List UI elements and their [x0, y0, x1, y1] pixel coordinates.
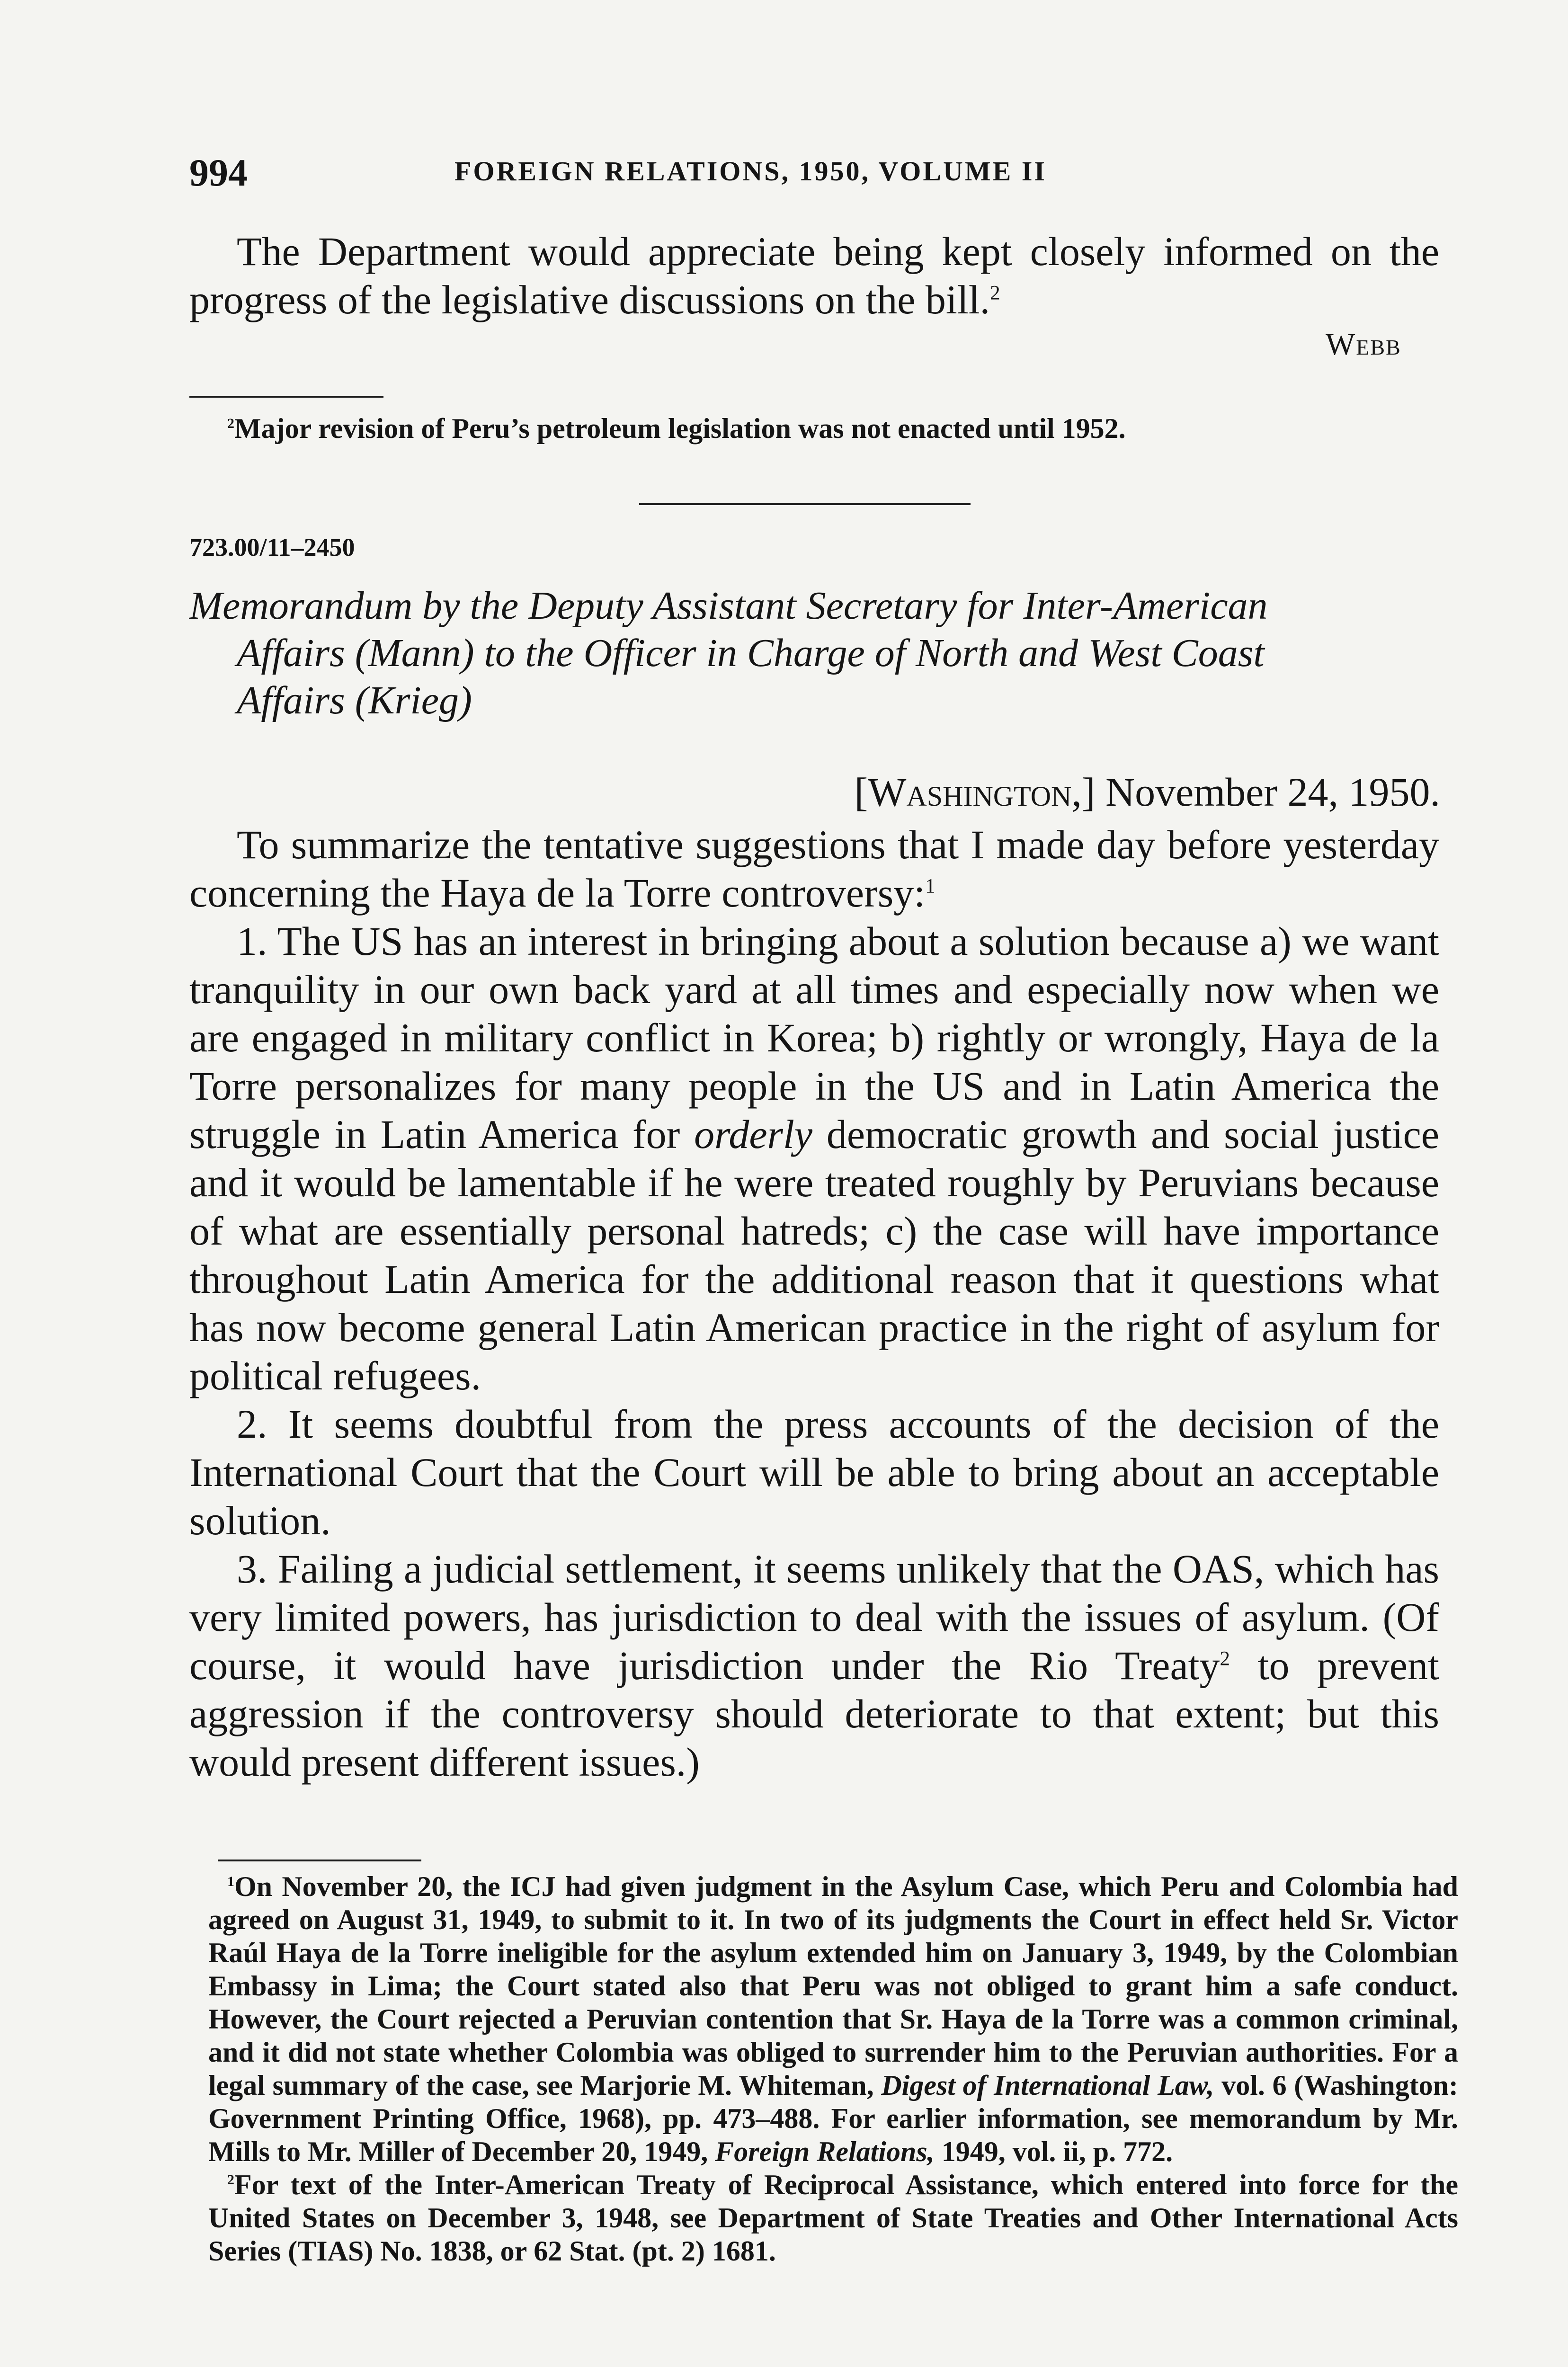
footnote-2: $^2$For text of the Inter-American Treaty of Reciprocal Assistance, which entered into force for the United States on December 3, 1948, see Department of State Treaties and Other International Acts Series (TIAS) No. 1838, or 62 Stat. (pt. 2) 1681.: [208, 2169, 1458, 2267]
dateline-place: [Washington,]: [854, 769, 1096, 815]
signature: Webb: [1326, 327, 1401, 362]
opening-paragraph: The Department would appreciate being kept closely informed on the progress of the legislative discussions on the bill.$^2$: [189, 229, 1439, 322]
memo-body: [189, 820, 1439, 1786]
paragraph-1: 1. The US has an interest in bringing about a solution because a) we want tranquility in our own back yard at all times and especially now when we are engaged in military conflict in Korea; b) rightly or wrongly, Haya de la Torre personalizes for many people in the US and in Latin America the struggle in Latin America for orderly democratic growth and social justice and it would be lamentable if he were treated roughly by Peruvians because of what are essentially personal hatreds; c) the case will have importance throughout Latin America for the additional reason that it questions what has now become general Latin American practice in the right of asylum for political refugees.: [189, 918, 1440, 1398]
intro-paragraph: To summarize the tentative suggestions that I made day before yesterday concerning the Haya de la Torre controversy:$^1$: [189, 822, 1439, 916]
running-head: FOREIGN RELATIONS, 1950, VOLUME II: [454, 156, 1047, 187]
page-number: 994: [189, 151, 248, 194]
footnote-divider: [189, 396, 383, 398]
footnote-marker: 2: [227, 416, 234, 431]
footnote-2-top: $^2$Major revision of Peru’s petroleum legislation was not enacted until 1952.: [227, 413, 1126, 444]
paragraph-2: 2. It seems doubtful from the press accounts of the decision of the International Court that the Court will be able to bring about an acceptable solution.: [189, 1401, 1439, 1543]
footnotes: [208, 1870, 1458, 2268]
footnote-marker: 2: [990, 282, 1000, 304]
footnote-divider: [218, 1860, 421, 1861]
footnote-marker: 1: [925, 875, 935, 898]
document-title: Memorandum by the Deputy Assistant Secretary for Inter-American Affairs (Mann) to the Officer in Charge of North and West Coast Affairs (Krieg): [189, 584, 1268, 722]
paragraph-3: 3. Failing a judicial settlement, it seems unlikely that the OAS, which has very limited powers, has jurisdiction to deal with the issues of asylum. (Of course, it would have jurisdiction under the Rio Treaty$^2$ to prevent aggression if the controversy should deteriorate to that extent; but this would present different issues.): [189, 1546, 1439, 1785]
footnote-1: $^1$On November 20, the ICJ had given judgment in the Asylum Case, which Peru and Colombia had agreed on August 31, 1949, to submit to it. In two of its judgments the Court in effect held Sr. Victor Raúl Haya de la Torre ineligible for the asylum extended him on January 3, 1949, by the Colombian Embassy in Lima; the Court stated also that Peru was not obliged to grant him a safe conduct. However, the Court rejected a Peruvian contention that Sr. Haya de la Torre was a common criminal, and it did not state whether Colombia was obliged to surrender him to the Peruvian authorities. For a legal summary of the case, see Marjorie M. Whiteman, Digest of International Law, vol. 6 (Washington: Government Printing Office, 1968), pp. 473–488. For earlier information, see memorandum by Mr. Mills to Mr. Miller of December 20, 1949, Foreign Relations, 1949, vol. ii, p. 772.: [208, 1871, 1459, 2167]
page-header: [189, 151, 1444, 203]
dateline: [855, 768, 1440, 816]
dateline-date: November 24, 1950.: [1105, 769, 1440, 815]
footnote-marker: 2: [1220, 1647, 1230, 1670]
section-divider: [639, 503, 971, 505]
file-number: 723.00/11–2450: [189, 533, 355, 561]
